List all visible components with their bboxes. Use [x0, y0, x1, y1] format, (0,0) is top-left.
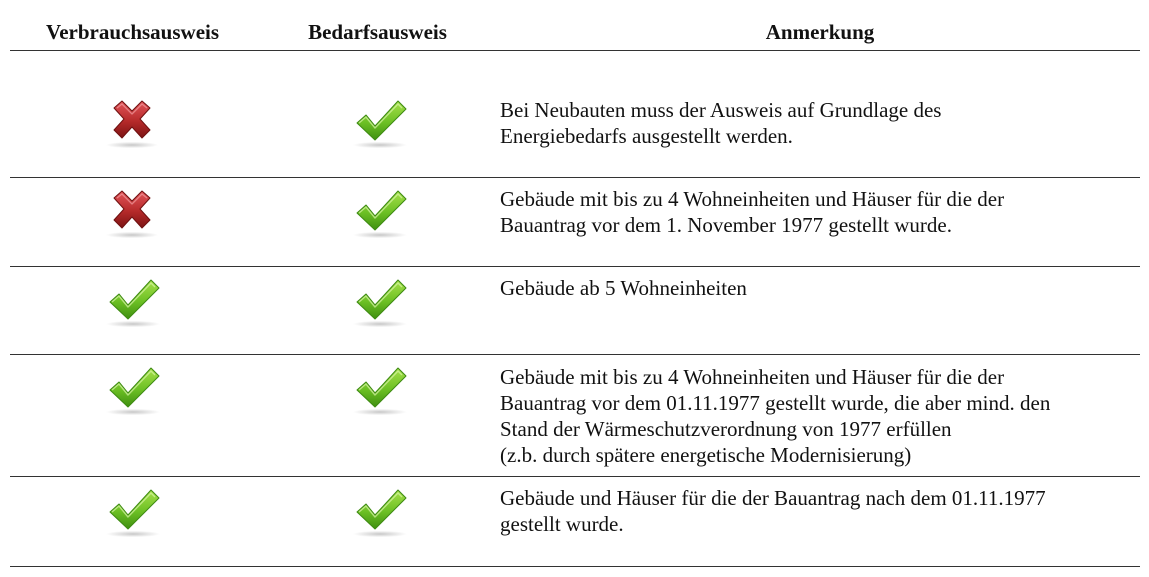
row-rule [10, 566, 1140, 567]
check-icon [344, 482, 414, 542]
check-icon [344, 93, 414, 153]
note-text: Gebäude mit bis zu 4 Wohneinheiten und Häuser für die der Bauantrag vor dem 01.11.1977 gestellt wurde, die aber mind. den Stand der Wärmeschutzverordnung von 1977 erfüllen (z.b. durch spätere energetische Modernisierung) [500, 365, 1051, 467]
note-text: Bei Neubauten muss der Ausweis auf Grundlage des Energiebedarfs ausgestellt werden. [500, 98, 942, 148]
bedarf-cell [344, 360, 414, 420]
check-icon [97, 272, 167, 332]
header-verbrauchsausweis: Verbrauchsausweis [45, 20, 220, 44]
table-row [0, 178, 1149, 266]
table-row [0, 477, 1149, 566]
verbrauch-cell [97, 93, 167, 153]
table-row [0, 355, 1149, 476]
note-text: Gebäude und Häuser für die der Bauantrag nach dem 01.11.1977 gestellt wurde. [500, 486, 1046, 536]
bedarf-cell [344, 482, 414, 542]
verbrauch-cell [97, 183, 167, 243]
table-row [0, 51, 1149, 177]
table-row [0, 267, 1149, 354]
check-icon [344, 272, 414, 332]
table-header [0, 0, 1149, 52]
verbrauch-cell [97, 272, 167, 332]
check-icon [97, 482, 167, 542]
header-bedarfsausweis: Bedarfsausweis [308, 20, 447, 44]
note-text: Gebäude ab 5 Wohneinheiten [500, 276, 747, 300]
note-text: Gebäude mit bis zu 4 Wohneinheiten und Häuser für die der Bauantrag vor dem 1. November 1977 gestellt wurde. [500, 187, 1005, 237]
bedarf-cell [344, 183, 414, 243]
bedarf-cell [344, 272, 414, 332]
verbrauch-cell [97, 482, 167, 542]
check-icon [344, 183, 414, 243]
bedarf-cell [344, 93, 414, 153]
header-anmerkung: Anmerkung [765, 20, 875, 44]
check-icon [344, 360, 414, 420]
check-icon [97, 360, 167, 420]
cross-icon [97, 93, 167, 153]
verbrauch-cell [97, 360, 167, 420]
cross-icon [97, 183, 167, 243]
